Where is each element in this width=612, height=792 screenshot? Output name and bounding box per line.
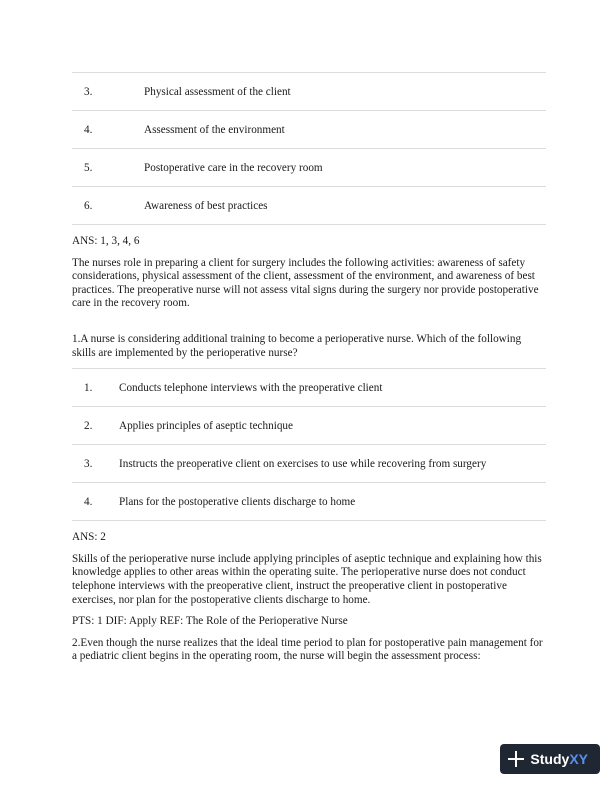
table-row xyxy=(72,445,546,483)
table-row xyxy=(72,149,546,187)
option-number: 3. xyxy=(84,457,93,470)
option-number: 4. xyxy=(84,495,93,508)
table-row xyxy=(72,187,546,225)
option-number: 4. xyxy=(84,123,93,136)
table-row xyxy=(72,111,546,149)
table-row xyxy=(72,369,546,407)
options-table-1 xyxy=(72,72,546,225)
answer-key-2: ANS: 2 xyxy=(72,531,106,544)
question-1: 1.A nurse is considering additional training to become a perioperative nurse. Which of the following skills are implemented by the perioperative nurse? xyxy=(72,332,522,359)
table-row xyxy=(72,483,546,521)
pts-line: PTS: 1 DIF: Apply REF: The Role of the Perioperative Nurse xyxy=(72,615,348,628)
studyxy-badge[interactable] xyxy=(500,744,600,774)
option-text: Applies principles of aseptic technique xyxy=(119,419,293,432)
option-number: 1. xyxy=(84,381,93,394)
option-number: 3. xyxy=(84,85,93,98)
table-row xyxy=(72,407,546,445)
option-text: Physical assessment of the client xyxy=(144,85,291,98)
rationale-1: The nurses role in preparing a client for surgery includes the following activities: awareness of safety considerations, physical assessment of the client, assessment of the environment, and awareness of best practices. The preoperative nurse will not assess vital signs during the surgery nor provide postoperative care in the recovery room. xyxy=(72,256,539,310)
options-table-2 xyxy=(72,368,546,521)
table-row xyxy=(72,73,546,111)
question-2: 2.Even though the nurse realizes that the ideal time period to plan for postoperative pain management for a pediatric client begins in the operating room, the nurse will begin the assessment process: xyxy=(72,636,543,663)
option-text: Awareness of best practices xyxy=(144,199,268,212)
answer-key-1: ANS: 1, 3, 4, 6 xyxy=(72,235,140,247)
option-number: 2. xyxy=(84,419,93,432)
option-number: 5. xyxy=(84,161,93,174)
brand-name: StudyXY xyxy=(530,751,588,767)
option-text: Postoperative care in the recovery room xyxy=(144,161,323,174)
plus-icon xyxy=(508,751,524,767)
rationale-2: Skills of the perioperative nurse include applying principles of aseptic technique and explaining how this knowledge applies to other areas within the operating suite. The perioperative nurse does not conduct telephone interviews with the preoperative client, instruct the preoperative client in postoperative exercises, nor plan for the postoperative clients discharge to home. xyxy=(72,552,542,606)
document-page xyxy=(72,72,546,664)
option-text: Assessment of the environment xyxy=(144,123,285,136)
option-text: Instructs the preoperative client on exercises to use while recovering from surgery xyxy=(119,457,487,470)
option-text: Conducts telephone interviews with the preoperative client xyxy=(119,381,383,394)
option-number: 6. xyxy=(84,199,93,212)
option-text: Plans for the postoperative clients discharge to home xyxy=(119,495,356,508)
